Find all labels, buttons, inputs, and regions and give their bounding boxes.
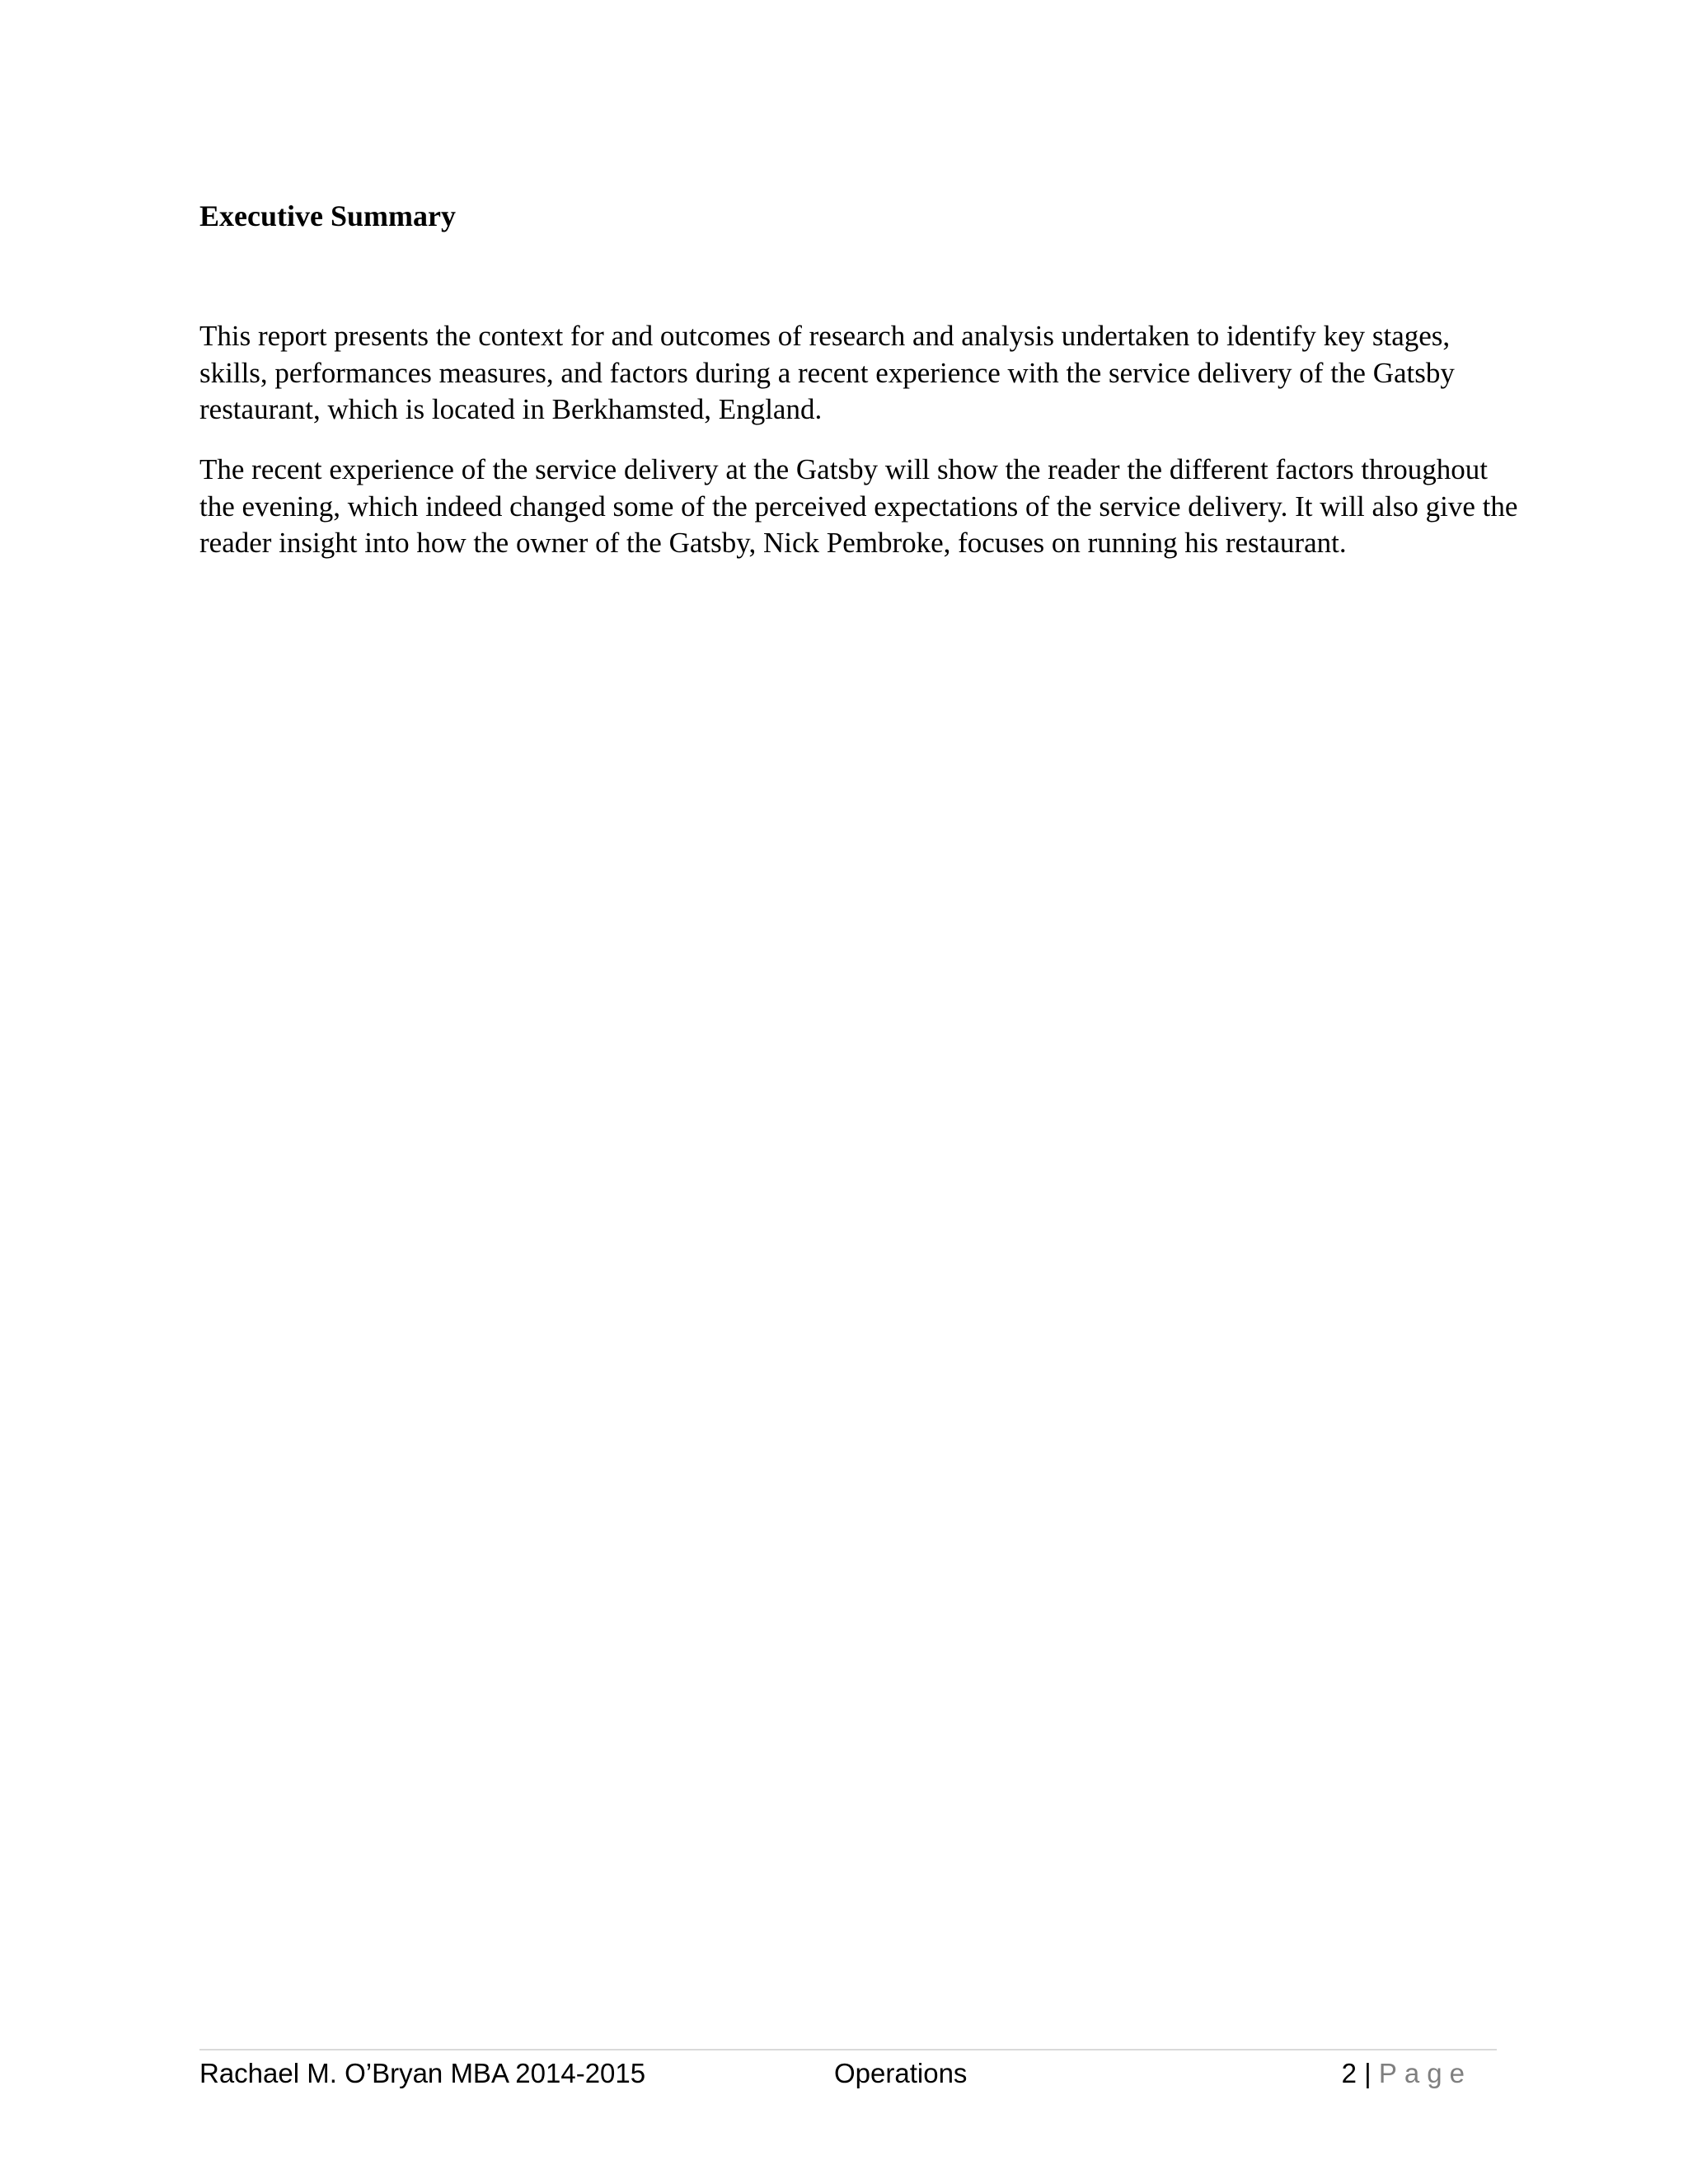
footer-divider (199, 2049, 1497, 2050)
page-number: 2 (1341, 2058, 1357, 2088)
footer-author: Rachael M. O’Bryan MBA 2014-2015 (199, 2058, 646, 2088)
footer-page-indicator (1332, 2055, 1472, 2092)
page-label: Page (1378, 2058, 1472, 2088)
paragraph-2: The recent experience of the service delivery at the Gatsby will show the reader the different factors throughout the evening, which indeed changed some of the perceived expectations of the service delivery. It will also give the reader insight into how the owner of the Gatsby, Nick Pembroke, focuses on running his restaurant. (199, 453, 1518, 559)
paragraph-1: This report presents the context for and outcomes of research and analysis undertaken to identify key stages, skills, performances measures, and factors during a recent experience with the service delivery of the Gatsby restaurant, which is located in Berkhamsted, England. (199, 320, 1455, 425)
section-heading: Executive Summary (199, 199, 456, 232)
page-separator: | (1364, 2058, 1372, 2088)
footer-course: Operations (834, 2058, 968, 2088)
